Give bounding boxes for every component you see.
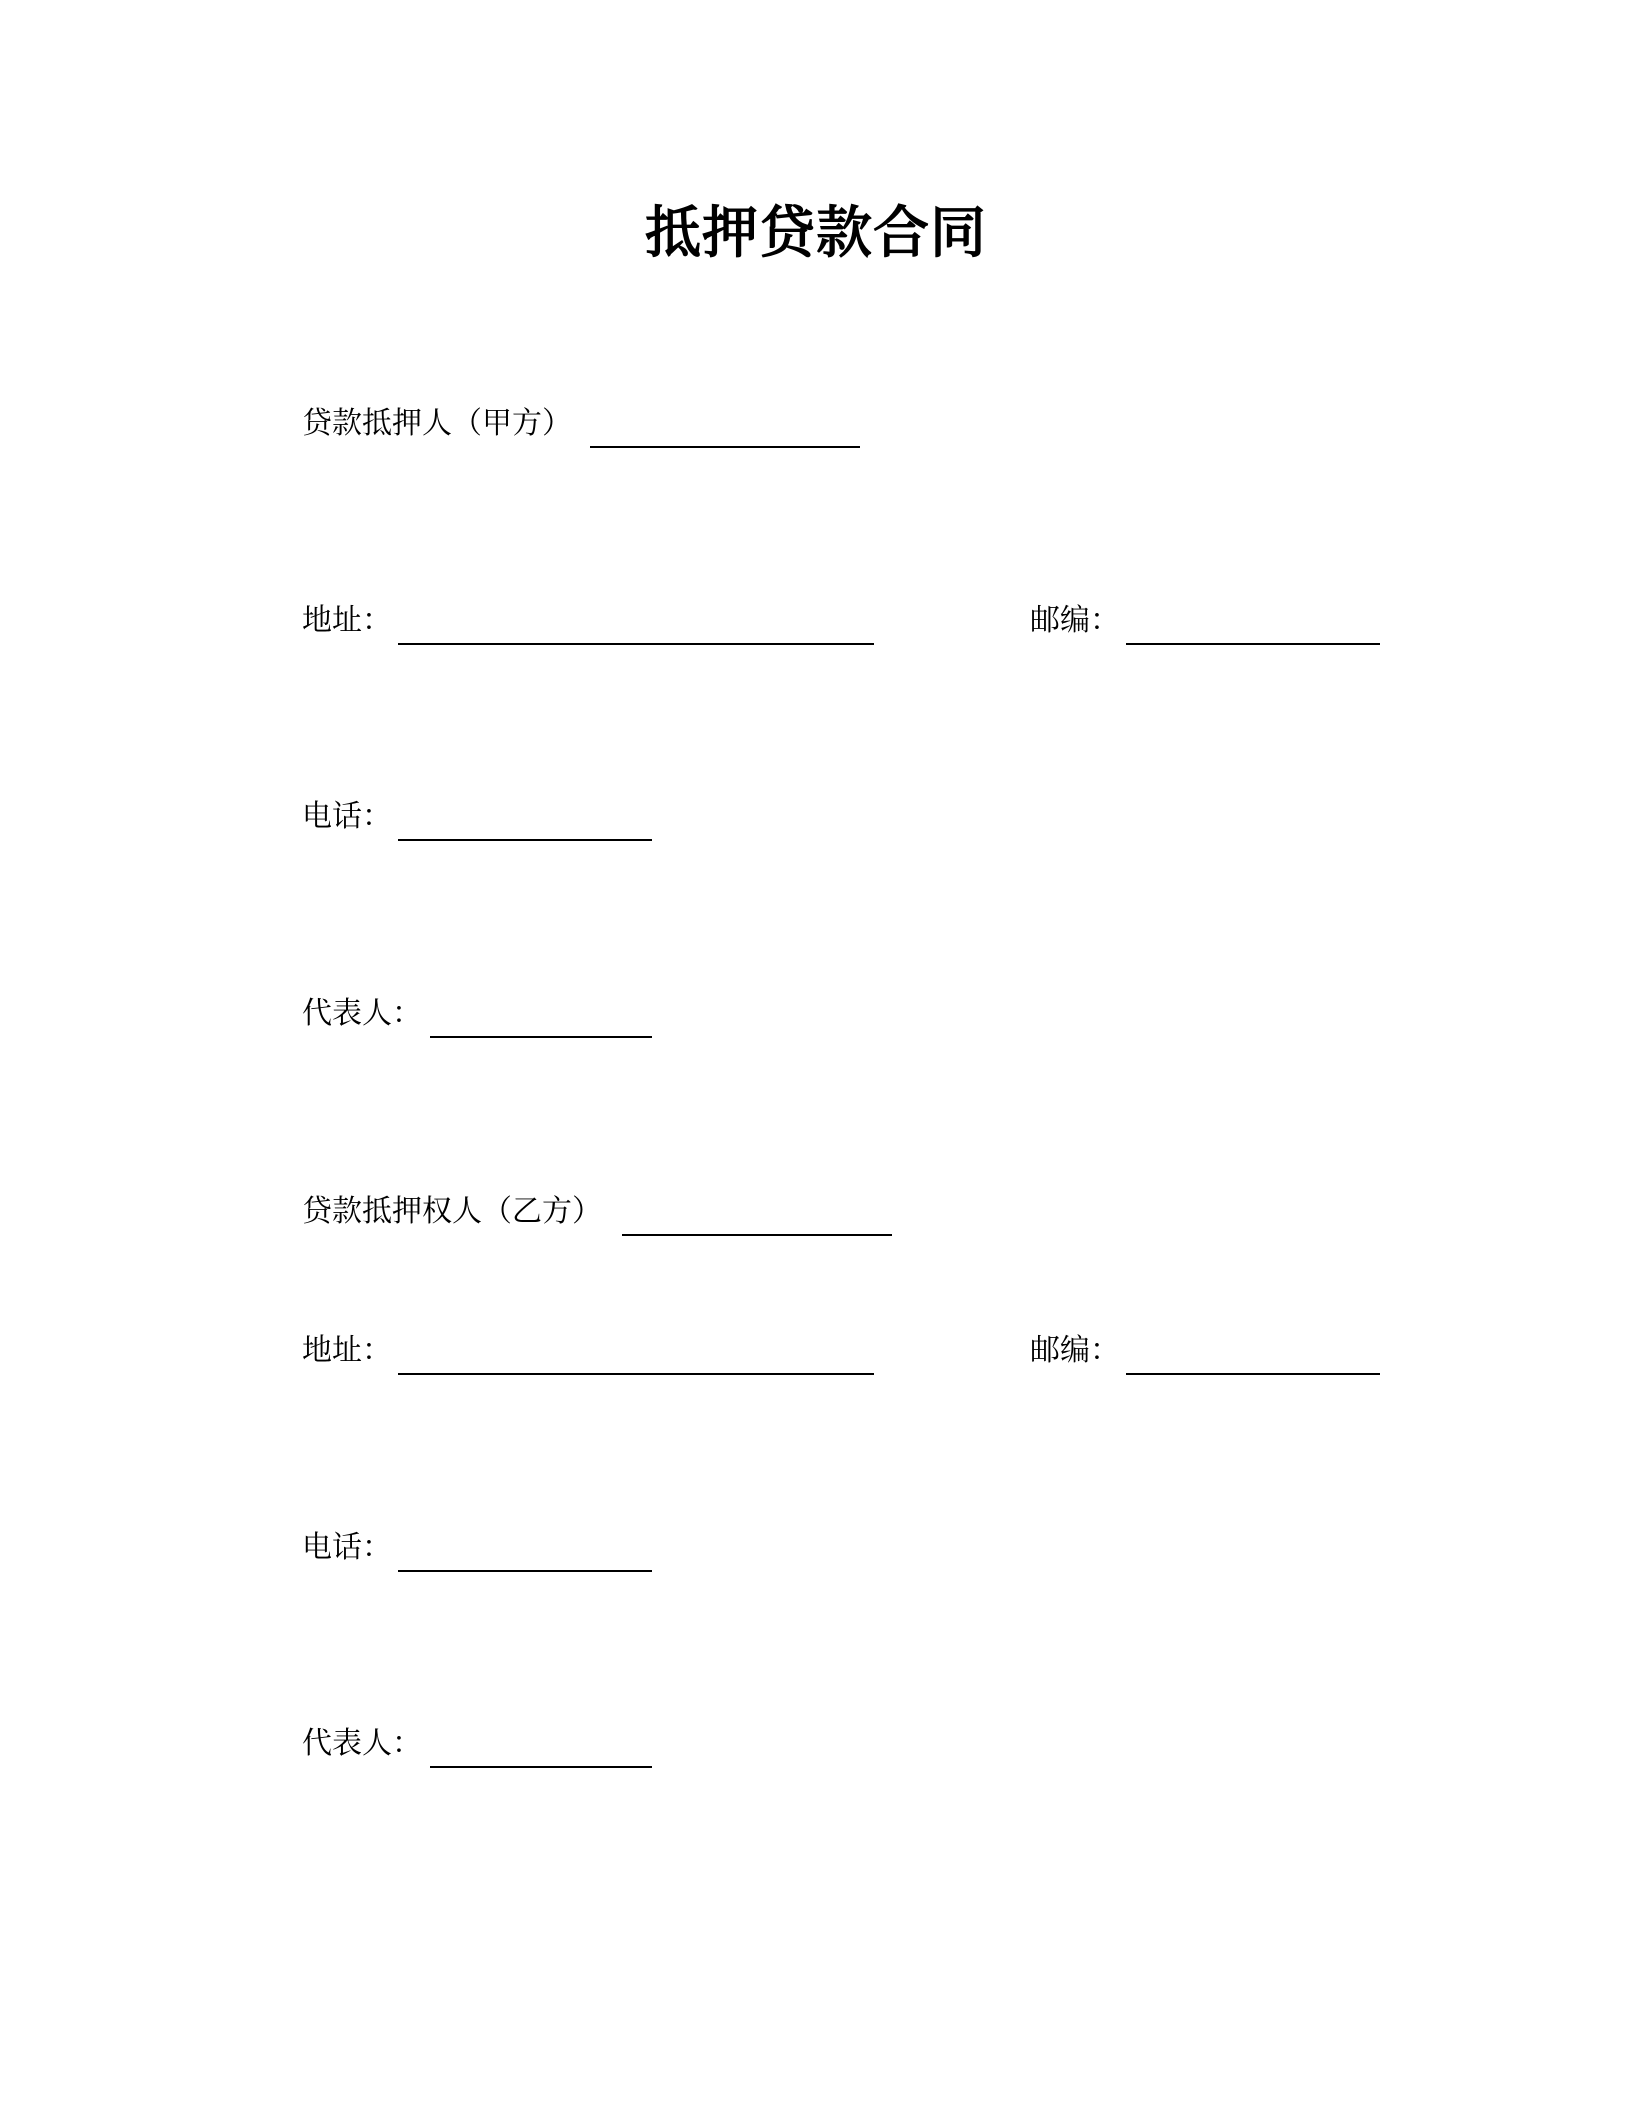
party-a-name-label: 贷款抵押人（甲方）	[302, 406, 572, 441]
party-a-representative-label: 代表人：	[302, 996, 422, 1031]
party-b-name-label: 贷款抵押权人（乙方）	[302, 1194, 602, 1229]
party-b-representative-field	[302, 1720, 662, 1768]
party-b-address-blank[interactable]	[398, 1373, 874, 1375]
party-b-phone-field	[302, 1524, 662, 1572]
party-b-name-field	[302, 1188, 902, 1236]
party-b-address-label: 地址：	[302, 1333, 392, 1368]
party-b-phone-label: 电话：	[302, 1530, 392, 1565]
party-b-representative-label: 代表人：	[302, 1726, 422, 1761]
party-a-postcode-label: 邮编：	[1030, 603, 1120, 638]
party-a-representative-field	[302, 990, 662, 1038]
party-a-address-label: 地址：	[302, 603, 392, 638]
party-b-postcode-label: 邮编：	[1030, 1333, 1120, 1368]
party-b-postcode-blank[interactable]	[1126, 1373, 1380, 1375]
party-a-address-blank[interactable]	[398, 643, 874, 645]
party-b-postcode-field	[1030, 1327, 1390, 1375]
party-b-name-blank[interactable]	[622, 1234, 892, 1236]
party-b-phone-blank[interactable]	[398, 1570, 652, 1572]
party-b-address-field	[302, 1327, 882, 1375]
document-title: 抵押贷款合同	[645, 201, 987, 266]
party-a-representative-blank[interactable]	[430, 1036, 652, 1038]
party-a-name-blank[interactable]	[590, 446, 860, 448]
party-a-phone-label: 电话：	[302, 799, 392, 834]
party-b-representative-blank[interactable]	[430, 1766, 652, 1768]
party-a-address-field	[302, 597, 882, 645]
party-a-postcode-field	[1030, 597, 1390, 645]
party-a-postcode-blank[interactable]	[1126, 643, 1380, 645]
party-a-phone-blank[interactable]	[398, 839, 652, 841]
party-a-phone-field	[302, 793, 662, 841]
party-a-name-field	[302, 400, 862, 448]
